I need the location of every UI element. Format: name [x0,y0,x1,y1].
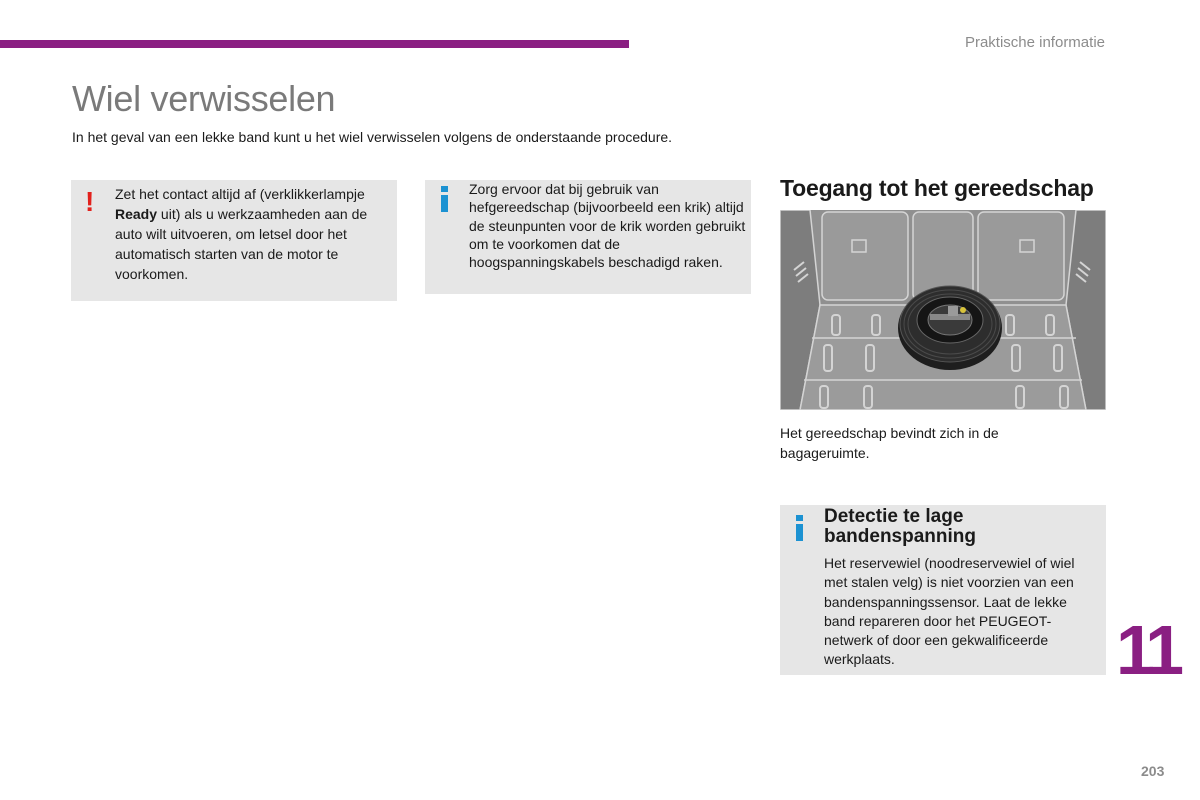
warning-text [115,184,393,284]
tools-caption: Het gereedschap bevindt zich in de bagageruimte. [780,425,999,461]
page-title: Wiel verwisselen [72,78,336,119]
info-box-jack [425,180,751,294]
trunk-spare-wheel-illustration [780,210,1106,410]
info-box-tyre-pressure-text: Het reservewiel (noodreservewiel of wiel met stalen velg) is niet voorzien van een bandenspanningssensor. Laat de lekke band repareren door het PEUGEOT-netwerk of door een gekwalificeerde werkplaats. [824,555,1075,668]
warning-text-after: uit) als u werkzaamheden aan de auto wilt uitvoeren, om letsel door het automatisch starten van de motor te voorkomen. [115,206,368,282]
info-box-jack-text: Zorg ervoor dat bij gebruik van hefgereedschap (bijvoorbeeld een krik) altijd de steunpunten voor de krik worden gebruikt om te voorkomen dat de hoogspanningskabels beschadigd raken. [469,181,746,271]
info-box-tyre-pressure-title: Detectie te lage bandenspanning [824,506,976,547]
section-label: Praktische informatie [964,34,1105,51]
intro-text: In het geval van een lekke band kunt u het wiel verwisselen volgens de onderstaande procedure. [72,129,673,145]
info-box-tyre-pressure [780,505,1106,675]
warning-box [71,180,397,301]
warning-text-before: Zet het contact altijd af (verklikkerlampje [115,186,365,202]
page-number: 203 [1141,763,1165,779]
warning-text-bold: Ready [115,206,158,222]
exclamation-icon: ! [85,186,95,217]
tools-section-title: Toegang tot het gereedschap [780,175,1094,201]
chapter-number: 11 [1116,611,1178,689]
header-accent-bar [0,40,629,48]
